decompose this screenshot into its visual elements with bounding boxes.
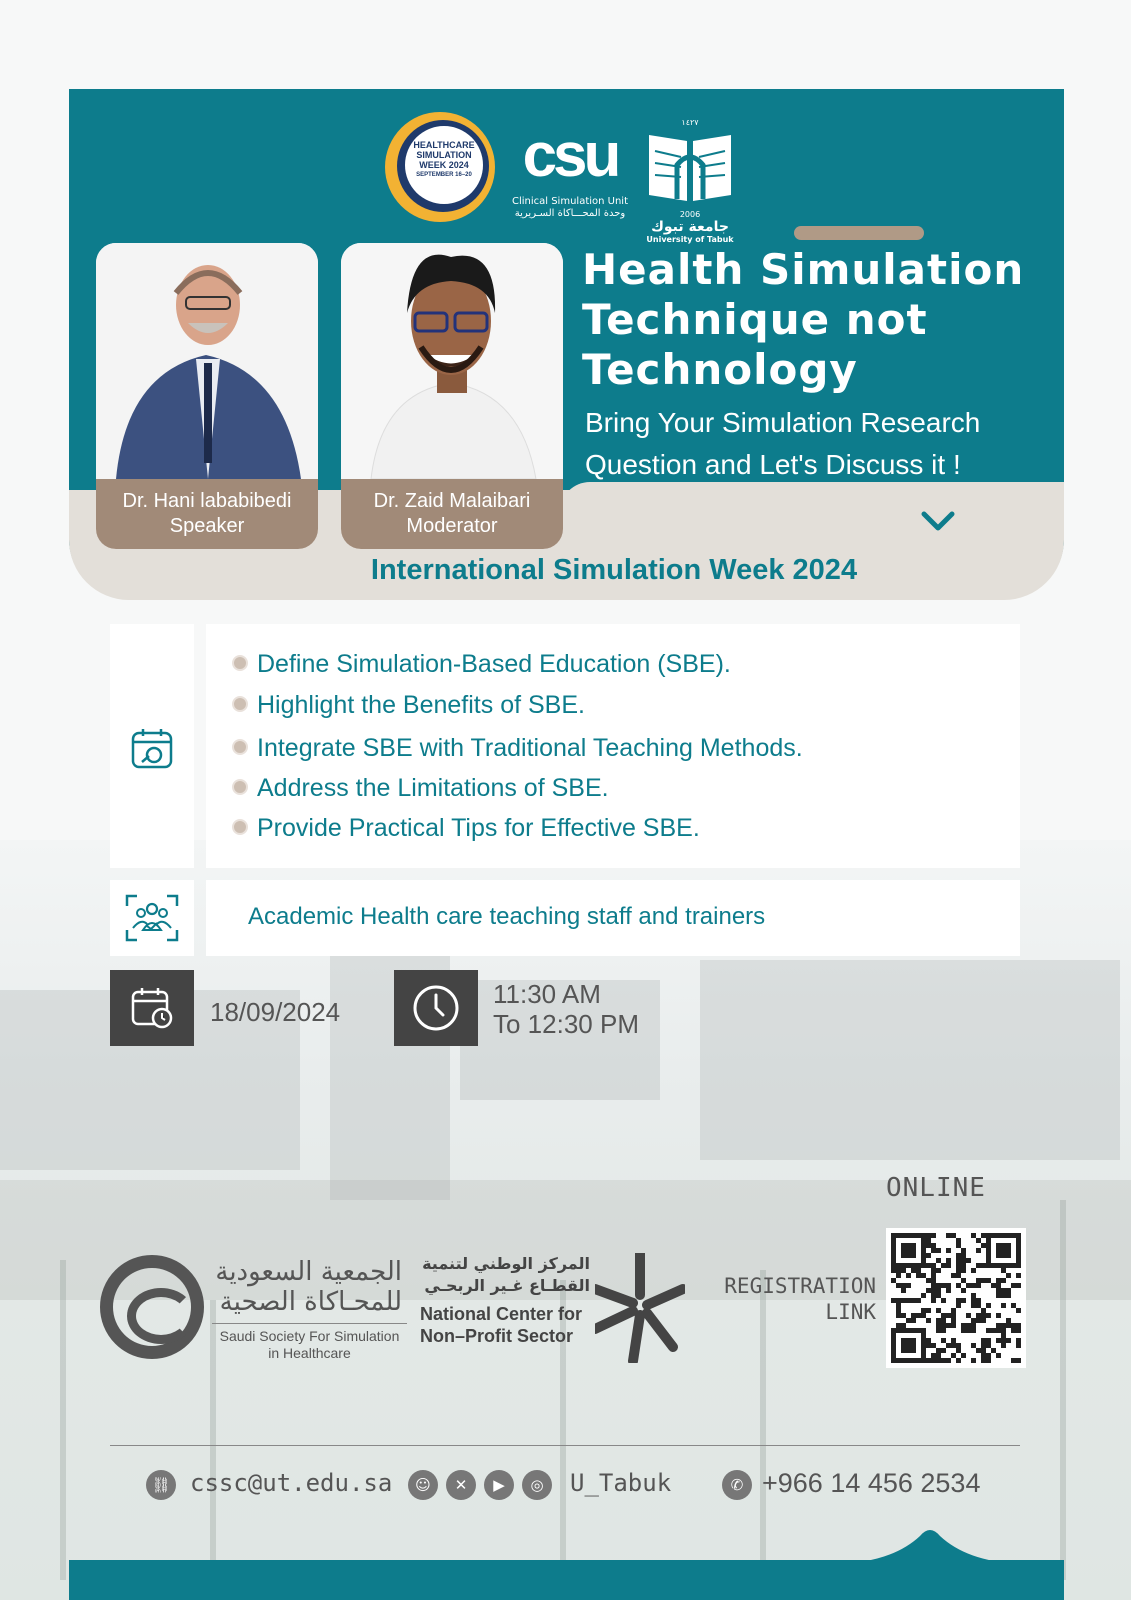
list-item: Provide Practical Tips for Effective SBE. [232, 814, 700, 843]
list-item: Define Simulation-Based Education (SBE). [232, 650, 731, 679]
sssh-mark-icon [100, 1255, 204, 1359]
objectives-icon-panel [110, 624, 194, 868]
moderator-photo [341, 243, 563, 479]
footer-bar [69, 1560, 1064, 1600]
calendar-tools-icon [130, 726, 174, 770]
university-of-tabuk-logo: ١٤٢٧ 2006 جامعة تبوك University of Tabuk [646, 118, 734, 244]
tabuk-book-icon [647, 128, 733, 206]
bullet-icon [232, 739, 248, 755]
social-handle[interactable]: U_Tabuk [570, 1469, 672, 1497]
header-band-curve [560, 482, 1064, 512]
speaker-caption [96, 479, 318, 549]
bullet-icon [232, 779, 248, 795]
footer-wave [830, 1514, 1030, 1564]
phone-icon: ✆ [722, 1470, 752, 1500]
saudi-society-simulation-logo: الجمعية السعودية للمحـاكاة الصحية Saudi Society For Simulation in Healthcare [100, 1255, 410, 1365]
registration-link-label: REGISTRATION LINK [724, 1274, 876, 1324]
list-item: Address the Limitations of SBE. [232, 774, 609, 803]
page-subtitle: Bring Your Simulation Research Question and Let's Discuss it ! [585, 407, 981, 480]
date-icon-box [110, 970, 194, 1046]
speaker-card [96, 243, 318, 549]
moderator-caption [341, 479, 563, 549]
time-end: To 12:30 PM [493, 1009, 639, 1039]
moderator-name: Dr. Zaid Malaibari [373, 490, 531, 512]
national-center-nonprofit-logo: المركز الوطني لتنمية القطـاع غـير الربحـي National Center for Non–Profit Sector [420, 1253, 690, 1363]
list-item: Integrate SBE with Traditional Teaching Methods. [232, 734, 803, 763]
event-time [493, 979, 639, 1039]
footer-divider [110, 1445, 1020, 1446]
bullet-icon [232, 696, 248, 712]
speaker-name: Dr. Hani lababibedi [122, 490, 292, 512]
x-icon[interactable]: ✕ [446, 1470, 476, 1500]
ncnp-star-icon [595, 1253, 685, 1363]
decorative-pill [794, 226, 924, 240]
instagram-icon[interactable]: ◎ [522, 1470, 552, 1500]
event-date: 18/09/2024 [210, 997, 341, 1027]
contact-phone[interactable]: +966 14 456 2534 [762, 1468, 981, 1498]
time-icon-box [394, 970, 478, 1046]
speaker-photo [96, 243, 318, 479]
time-start: 11:30 AM [493, 979, 601, 1009]
contact-email[interactable]: cssc@ut.edu.sa [190, 1469, 393, 1497]
youtube-icon[interactable]: ▶ [484, 1470, 514, 1500]
group-icon [125, 894, 179, 942]
calendar-clock-icon [130, 986, 174, 1030]
event-name: International Simulation Week 2024 [370, 554, 858, 586]
moderator-role: Moderator [406, 515, 498, 537]
page-title: Health Simulation Technique not Technology [582, 245, 1025, 394]
moderator-card [341, 243, 563, 549]
bullet-icon [232, 655, 248, 671]
audience-icon-panel [110, 880, 194, 956]
logo-strip [385, 104, 745, 244]
clock-icon [411, 983, 461, 1033]
registration-qr-code[interactable] [886, 1228, 1026, 1368]
online-label: ONLINE [886, 1173, 986, 1203]
speaker-role: Speaker [169, 515, 245, 537]
bullet-icon [232, 819, 248, 835]
snapchat-icon[interactable]: ☺ [408, 1470, 438, 1500]
clinical-simulation-unit-logo: csu Clinical Simulation Unit وحدة المحـــاكاة السـريرية [511, 121, 629, 219]
chevron-down-icon [918, 510, 958, 534]
qr-code-icon[interactable] [886, 1228, 1026, 1368]
list-item: Highlight the Benefits of SBE. [232, 691, 585, 720]
link-icon: ⛓ [146, 1470, 176, 1500]
audience-text: Academic Health care teaching staff and trainers [248, 903, 766, 930]
healthcare-simulation-week-logo: HEALTHCARE SIMULATION WEEK 2024 SEPTEMBER 16–20 [385, 112, 495, 222]
